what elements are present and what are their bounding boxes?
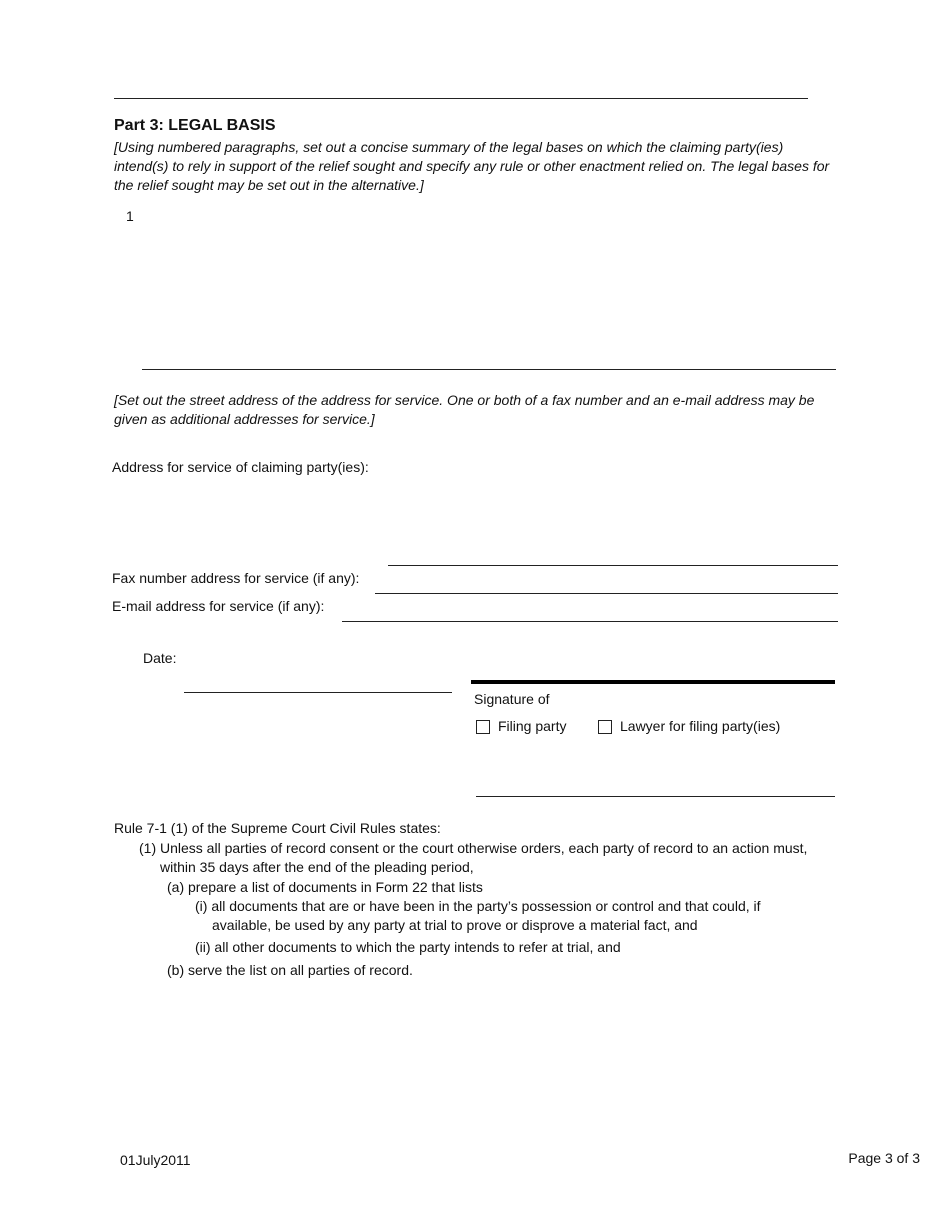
section-title: Part 3: LEGAL BASIS bbox=[114, 117, 276, 134]
lawyer-checkbox[interactable] bbox=[598, 720, 612, 734]
rule-item-1: (1) Unless all parties of record consent or the court otherwise orders, each party of record to an action must, bbox=[139, 840, 808, 856]
lawyer-label: Lawyer for filing party(ies) bbox=[620, 718, 781, 734]
filing-party-label: Filing party bbox=[498, 718, 567, 734]
footer-date-code: 01July2011 bbox=[120, 1152, 191, 1168]
fax-label: Fax number address for service (if any): bbox=[112, 570, 360, 586]
fax-underline bbox=[388, 565, 838, 566]
signer-name-line bbox=[476, 796, 835, 797]
address-label: Address for service of claiming party(ies): bbox=[112, 459, 369, 475]
date-underline bbox=[184, 692, 452, 693]
fax-field[interactable] bbox=[388, 546, 838, 566]
legal-basis-end-line bbox=[142, 369, 836, 370]
service-instructions: [Set out the street address of the address for service. One or both of a fax number and an e-mail address may be given as additional addresses for service.] bbox=[114, 392, 815, 427]
rule-item-i: (i) all documents that are or have been in the party’s possession or control and that could, if bbox=[195, 898, 761, 914]
date-field[interactable] bbox=[184, 670, 452, 692]
signature-of-label: Signature of bbox=[474, 691, 550, 707]
rule-item-i-cont: available, be used by any party at trial to prove or disprove a material fact, and bbox=[212, 917, 698, 933]
email-field[interactable] bbox=[375, 574, 838, 594]
page-number: Page 3 of 3 bbox=[848, 1150, 920, 1166]
address-field[interactable] bbox=[112, 480, 838, 550]
filing-party-checkbox[interactable] bbox=[476, 720, 490, 734]
email-underline bbox=[375, 593, 838, 594]
signature-line bbox=[471, 680, 835, 684]
extra-underline bbox=[342, 621, 838, 622]
rule-intro: Rule 7-1 (1) of the Supreme Court Civil Rules states: bbox=[114, 820, 441, 836]
rule-item-ii: (ii) all other documents to which the party intends to refer at trial, and bbox=[195, 939, 621, 955]
lawyer-option[interactable] bbox=[598, 718, 780, 734]
filing-party-option[interactable] bbox=[476, 718, 566, 734]
paragraph-number: 1 bbox=[126, 208, 134, 224]
rule-item-a: (a) prepare a list of documents in Form 22 that lists bbox=[167, 879, 483, 895]
email-label: E-mail address for service (if any): bbox=[112, 598, 325, 614]
rule-item-b: (b) serve the list on all parties of record. bbox=[167, 962, 413, 978]
legal-basis-text-area[interactable] bbox=[140, 205, 836, 365]
rule-item-1-cont: within 35 days after the end of the pleading period, bbox=[160, 859, 474, 875]
legal-basis-instructions: [Using numbered paragraphs, set out a concise summary of the legal bases on which the claiming party(ies) intend(s) to rely in support of the relief sought and specify any rule or other enactment relied on. The legal bases for the relief sought may be set out in the alternative.] bbox=[114, 139, 830, 193]
top-divider bbox=[114, 98, 808, 99]
date-label: Date: bbox=[143, 650, 177, 666]
